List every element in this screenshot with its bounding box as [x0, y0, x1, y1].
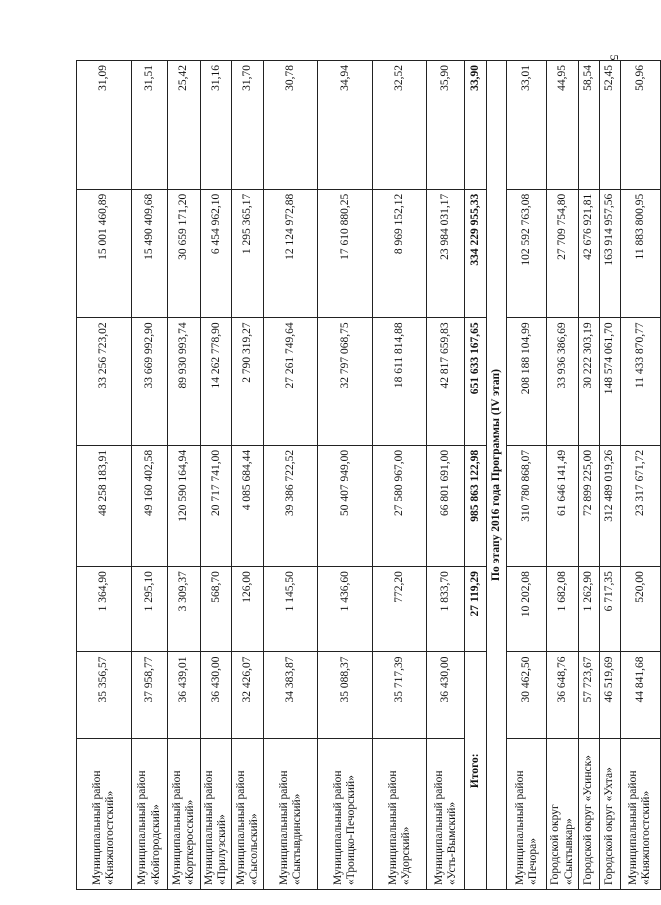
municipality-name-cell: Муниципальный район «Печора»	[507, 739, 547, 890]
value-cell-v4: 33 936 386,69	[547, 318, 578, 445]
value-cell-v3: 23 317 671,72	[620, 445, 660, 566]
section-header-row	[487, 61, 507, 890]
total-row	[465, 61, 487, 890]
value-cell-v4: 18 611 814,88	[373, 318, 427, 445]
table-row	[318, 61, 373, 890]
value-cell-v4: 27 261 749,64	[264, 318, 318, 445]
value-cell-v6: 58,54	[578, 61, 599, 190]
value-cell-v1: 35 717,39	[373, 652, 427, 739]
value-cell-v1: 36 430,00	[201, 652, 232, 739]
municipality-name-cell: Муниципальный район «Сысольский»	[232, 739, 264, 890]
municipality-name-cell: Муниципальный район «Княжпогостский»	[620, 739, 660, 890]
value-cell-v2: 1 145,50	[264, 567, 318, 652]
value-cell-v2: 1 833,70	[427, 567, 465, 652]
municipality-name-cell: Городской округ «Ухта»	[599, 739, 620, 890]
value-cell-v6: 33,01	[507, 61, 547, 190]
value-cell-v1: 37 958,77	[132, 652, 168, 739]
value-cell-v1: 34 383,87	[264, 652, 318, 739]
value-cell-v1: 35 088,37	[318, 652, 373, 739]
value-cell-v4: 2 790 319,27	[232, 318, 264, 445]
table-row	[77, 61, 132, 890]
value-cell-v6: 31,16	[201, 61, 232, 190]
value-cell-v6: 25,42	[168, 61, 201, 190]
value-cell-v1: 35 356,57	[77, 652, 132, 739]
table-row	[578, 61, 599, 890]
table-row	[599, 61, 620, 890]
value-cell-v4: 33 669 992,90	[132, 318, 168, 445]
value-cell-v3: 72 899 225,00	[578, 445, 599, 566]
value-cell-v5: 15 490 409,68	[132, 189, 168, 318]
value-cell-v3: 310 780 868,07	[507, 445, 547, 566]
value-cell-v2: 1 682,08	[547, 567, 578, 652]
value-cell-v3: 50 407 949,00	[318, 445, 373, 566]
value-cell-v6: 31,70	[232, 61, 264, 190]
value-cell-v4: 11 433 870,77	[620, 318, 660, 445]
value-cell-v2: 520,00	[620, 567, 660, 652]
value-cell-v4: 30 222 303,19	[578, 318, 599, 445]
value-cell-v1: 36 430,00	[427, 652, 465, 739]
value-cell-v2: 126,00	[232, 567, 264, 652]
municipality-name-cell: Муниципальный район «Княжпогостский»	[77, 739, 132, 890]
municipality-name-cell: Муниципальный район «Койгородский»	[132, 739, 168, 890]
value-cell-v5: 12 124 972,88	[264, 189, 318, 318]
value-cell-v1: 32 426,07	[232, 652, 264, 739]
municipality-name-cell: Муниципальный район «Троицко-Печорский»	[318, 739, 373, 890]
value-cell-v4: 208 188 104,99	[507, 318, 547, 445]
value-cell-v6: 34,94	[318, 61, 373, 190]
table-row	[620, 61, 660, 890]
value-cell-v2: 3 309,37	[168, 567, 201, 652]
total-value-v2: 27 119,29	[465, 567, 487, 652]
value-cell-v6: 32,52	[373, 61, 427, 190]
value-cell-v6: 35,90	[427, 61, 465, 190]
value-cell-v6: 52,45	[599, 61, 620, 190]
table-body	[77, 61, 661, 890]
municipality-name-cell: Муниципальный район «Сыктывдинский»	[264, 739, 318, 890]
table-row	[132, 61, 168, 890]
value-cell-v5: 15 001 460,89	[77, 189, 132, 318]
value-cell-v2: 1 295,10	[132, 567, 168, 652]
municipality-name-cell: Муниципальный район «Корткеросский»	[168, 739, 201, 890]
municipality-name-cell: Городской округ «Усинск»	[578, 739, 599, 890]
table-row	[201, 61, 232, 890]
value-cell-v2: 568,70	[201, 567, 232, 652]
value-cell-v3: 4 085 684,44	[232, 445, 264, 566]
table-row	[427, 61, 465, 890]
total-value-v6: 33,90	[465, 61, 487, 190]
value-cell-v6: 30,78	[264, 61, 318, 190]
value-cell-v5: 27 709 754,80	[547, 189, 578, 318]
value-cell-v6: 44,95	[547, 61, 578, 190]
value-cell-v3: 312 489 019,26	[599, 445, 620, 566]
value-cell-v1: 57 723,67	[578, 652, 599, 739]
value-cell-v3: 120 590 164,94	[168, 445, 201, 566]
value-cell-v6: 50,96	[620, 61, 660, 190]
value-cell-v5: 1 295 365,17	[232, 189, 264, 318]
page-number: 5	[607, 54, 622, 61]
value-cell-v2: 10 202,08	[507, 567, 547, 652]
municipality-name-cell: Муниципальный район «Усть-Вымский»	[427, 739, 465, 890]
value-cell-v3: 48 258 183,91	[77, 445, 132, 566]
value-cell-v1: 30 462,50	[507, 652, 547, 739]
value-cell-v4: 89 930 993,74	[168, 318, 201, 445]
value-cell-v3: 27 580 967,00	[373, 445, 427, 566]
table-row	[264, 61, 318, 890]
value-cell-v5: 30 659 171,20	[168, 189, 201, 318]
table-row	[507, 61, 547, 890]
total-value-v3: 985 863 122,98	[465, 445, 487, 566]
section-title: По этапу 2016 года Программы (IV этап)	[487, 61, 507, 890]
municipality-name-cell: Городской округ «Сыктывкар»	[547, 739, 578, 890]
rotated-table-frame	[76, 60, 653, 890]
value-cell-v3: 61 646 141,49	[547, 445, 578, 566]
value-cell-v3: 39 386 722,52	[264, 445, 318, 566]
value-cell-v5: 6 454 962,10	[201, 189, 232, 318]
value-cell-v6: 31,09	[77, 61, 132, 190]
total-value-v4: 651 633 167,65	[465, 318, 487, 445]
value-cell-v5: 11 883 800,95	[620, 189, 660, 318]
table-row	[373, 61, 427, 890]
value-cell-v5: 42 676 921,81	[578, 189, 599, 318]
table-row	[547, 61, 578, 890]
value-cell-v4: 32 797 068,75	[318, 318, 373, 445]
value-cell-v3: 49 160 402,58	[132, 445, 168, 566]
value-cell-v2: 1 262,90	[578, 567, 599, 652]
municipality-name-cell: Муниципальный район «Прилузский»	[201, 739, 232, 890]
value-cell-v2: 6 717,35	[599, 567, 620, 652]
municipality-name-cell: Муниципальный район «Удорский»	[373, 739, 427, 890]
value-cell-v4: 14 262 778,90	[201, 318, 232, 445]
value-cell-v1: 44 841,68	[620, 652, 660, 739]
value-cell-v4: 33 256 723,02	[77, 318, 132, 445]
value-cell-v5: 23 984 031,17	[427, 189, 465, 318]
value-cell-v6: 31,51	[132, 61, 168, 190]
value-cell-v2: 1 364,90	[77, 567, 132, 652]
table-row	[168, 61, 201, 890]
value-cell-v4: 42 817 659,83	[427, 318, 465, 445]
program-table	[76, 60, 661, 890]
value-cell-v5: 17 610 880,25	[318, 189, 373, 318]
value-cell-v5: 102 592 763,08	[507, 189, 547, 318]
value-cell-v4: 148 574 061,70	[599, 318, 620, 445]
value-cell-v2: 1 436,60	[318, 567, 373, 652]
value-cell-v3: 66 801 691,00	[427, 445, 465, 566]
total-value-v5: 334 229 955,33	[465, 189, 487, 318]
value-cell-v1: 36 439,01	[168, 652, 201, 739]
total-label: Итого:	[465, 652, 487, 890]
value-cell-v2: 772,20	[373, 567, 427, 652]
value-cell-v3: 20 717 741,00	[201, 445, 232, 566]
value-cell-v1: 36 648,76	[547, 652, 578, 739]
value-cell-v5: 163 914 957,56	[599, 189, 620, 318]
table-row	[232, 61, 264, 890]
value-cell-v1: 46 519,69	[599, 652, 620, 739]
value-cell-v5: 8 969 152,12	[373, 189, 427, 318]
